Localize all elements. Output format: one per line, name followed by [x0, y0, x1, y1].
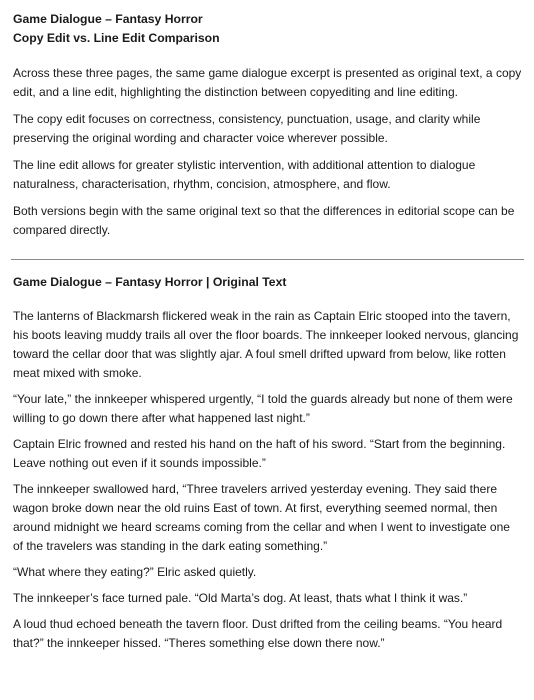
body-paragraph: A loud thud echoed beneath the tavern floor. Dust drifted from the ceiling beams. “You heard that?” the innkeeper hissed. “Theres something else down there now.”: [13, 616, 503, 650]
document-header: [13, 10, 522, 47]
intro-paragraph: The copy edit focuses on correctness, consistency, punctuation, usage, and clarity while preserving the original wording and character voice wherever possible.: [13, 112, 481, 145]
section-divider: [11, 259, 524, 260]
intro-paragraph: Both versions begin with the same original text so that the differences in editorial scope can be compared directly.: [13, 204, 515, 237]
body-paragraph: The innkeeper’s face turned pale. “Old Marta’s dog. At least, thats what I think it was.”: [13, 590, 468, 605]
body-paragraph: The innkeeper swallowed hard, “Three travelers arrived yesterday evening. They said there wagon broke down near the old ruins East of town. At first, everything seemed normal, then around midnight we heard screams coming from the cellar and when I went to investigate one of the travelers was standing in the dark eating something.”: [13, 481, 510, 553]
body-paragraph: Captain Elric frowned and rested his hand on the haft of his sword. “Start from the beginning. Leave nothing out even if it sounds impossible.”: [13, 436, 506, 470]
intro-section: [13, 64, 522, 240]
document-title: Game Dialogue – Fantasy Horror: [13, 12, 203, 26]
section-title: Game Dialogue – Fantasy Horror | Original Text: [13, 275, 287, 289]
body-paragraph: The lanterns of Blackmarsh flickered weak in the rain as Captain Elric stooped into the tavern, his boots leaving muddy trails all over the floor boards. The innkeeper looked nervous, glancing toward the cellar door that was slightly ajar. A foul smell drifted upward from below, like rotten meat mixed with smoke.: [13, 308, 519, 380]
intro-paragraph: The line edit allows for greater stylistic intervention, with additional attention to dialogue naturalness, characterisation, rhythm, concision, atmosphere, and flow.: [13, 158, 476, 191]
body-paragraph: “What where they eating?” Elric asked quietly.: [13, 564, 257, 579]
original-text-section: [13, 273, 522, 653]
intro-paragraph: Across these three pages, the same game dialogue excerpt is presented as original text, a copy edit, and a line edit, highlighting the distinction between copyediting and line editing.: [13, 66, 522, 99]
body-paragraph: “Your late,” the innkeeper whispered urgently, “I told the guards already but none of them were willing to go down there after what happened last night.”: [13, 391, 513, 425]
document-subtitle: Copy Edit vs. Line Edit Comparison: [13, 30, 220, 45]
